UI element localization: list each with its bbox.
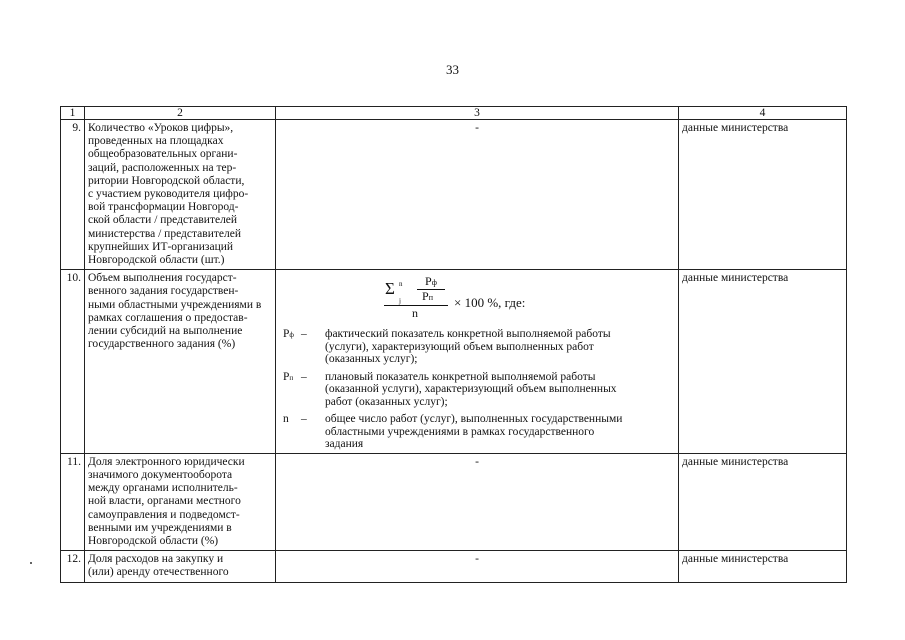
definition-symbol: Pф: [283, 328, 294, 341]
indicator-line: ной власти, органами местного: [88, 495, 241, 508]
indicator-line: проведенных на площадках: [88, 135, 224, 148]
definition-dash: –: [301, 413, 307, 426]
definition-item: [279, 371, 675, 409]
column-header-3: 3: [276, 107, 679, 120]
indicator-line: Новгородской области (%): [88, 534, 219, 547]
row-number: 10.: [61, 270, 85, 454]
indicator-line: заций, расположенных на тер-: [88, 161, 237, 174]
method-cell: -: [276, 551, 679, 582]
indicator-line: рамках соглашения о предостав-: [88, 311, 248, 324]
indicator-line: между органами исполнитель-: [88, 482, 238, 495]
formula-inner-denominator: Pп: [422, 289, 433, 304]
source-cell: данные министерства: [679, 453, 847, 550]
indicator-cell: [85, 551, 276, 582]
method-cell: -: [276, 120, 679, 270]
column-header-1: 1: [61, 107, 85, 120]
indicator-line: министерства / представителей: [88, 227, 241, 240]
definition-text: фактический показатель конкретной выполняемой работы (услуги), характеризующий объем выполненных работ (оказанных услуг);: [325, 328, 611, 366]
indicator-line: ритории Новгородской области,: [88, 174, 245, 187]
source-cell: данные министерства: [679, 270, 847, 454]
indicator-line: ными областными учреждениями в: [88, 298, 262, 311]
source-cell: данные министерства: [679, 551, 847, 582]
sum-upper-limit: n: [399, 280, 403, 289]
table-row: [61, 270, 847, 454]
indicator-line: значимого документооборота: [88, 468, 233, 481]
page-number: 33: [446, 62, 459, 77]
formula-numerator: Pф: [425, 274, 437, 289]
definition-dash: –: [301, 328, 307, 341]
indicator-line: Новгородской области (шт.): [88, 254, 225, 267]
indicator-cell: [85, 120, 276, 270]
definition-dash: –: [301, 370, 307, 383]
indicator-line: Доля расходов на закупку и: [88, 553, 224, 566]
definition-text: плановый показатель конкретной выполняемой работы (оказанной услуги), характеризующий объем выполненных работ (оказанных услуг);: [325, 370, 617, 408]
indicator-line: Доля электронного юридически: [88, 455, 245, 468]
scan-speck: [30, 562, 32, 564]
row-number: 12.: [61, 551, 85, 582]
indicator-line: Количество «Уроков цифры»,: [88, 122, 234, 134]
sigma-symbol: Σ: [385, 279, 395, 299]
indicator-cell: [85, 270, 276, 454]
indicator-line: вой трансформации Новгород-: [88, 201, 239, 214]
indicator-line: государственного задания (%): [88, 338, 236, 351]
formula: [279, 274, 675, 328]
sum-lower-limit: j: [399, 297, 401, 306]
indicators-table: [60, 106, 847, 583]
row-number: 11.: [61, 453, 85, 550]
formula-tail: × 100 %, где:: [454, 295, 526, 311]
indicator-line: самоуправления и подведомст-: [88, 508, 240, 521]
column-header-2: 2: [85, 107, 276, 120]
method-cell: -: [276, 453, 679, 550]
definition-item: [279, 328, 675, 366]
column-header-4: 4: [679, 107, 847, 120]
row-number: 9.: [61, 120, 85, 270]
method-cell: [276, 270, 679, 454]
indicator-line: ской области / представителей: [88, 214, 238, 227]
formula-denominator: n: [412, 306, 418, 321]
definition-symbol: Pп: [283, 370, 294, 383]
indicator-line: Объем выполнения государст-: [88, 272, 237, 285]
indicator-line: венного задания государствен-: [88, 285, 239, 298]
indicator-line: лении субсидий на выполнение: [88, 325, 243, 338]
indicator-line: (или) аренду отечественного: [88, 566, 229, 579]
definition-text: общее число работ (услуг), выполненных государственными областными учреждениями в рамках государственного задания: [325, 413, 623, 451]
table-header-row: [61, 107, 847, 120]
indicator-line: венными им учреждениями в: [88, 521, 232, 534]
definition-item: [279, 413, 675, 451]
source-cell: данные министерства: [679, 120, 847, 270]
indicator-line: крупнейших ИТ-организаций: [88, 240, 234, 253]
table-row: [61, 551, 847, 582]
table-row: [61, 453, 847, 550]
table-row: [61, 120, 847, 270]
indicator-line: с участием руководителя цифро-: [88, 188, 249, 201]
definition-symbol: n: [283, 413, 289, 426]
indicator-line: общеобразовательных органи-: [88, 148, 238, 161]
indicator-cell: [85, 453, 276, 550]
